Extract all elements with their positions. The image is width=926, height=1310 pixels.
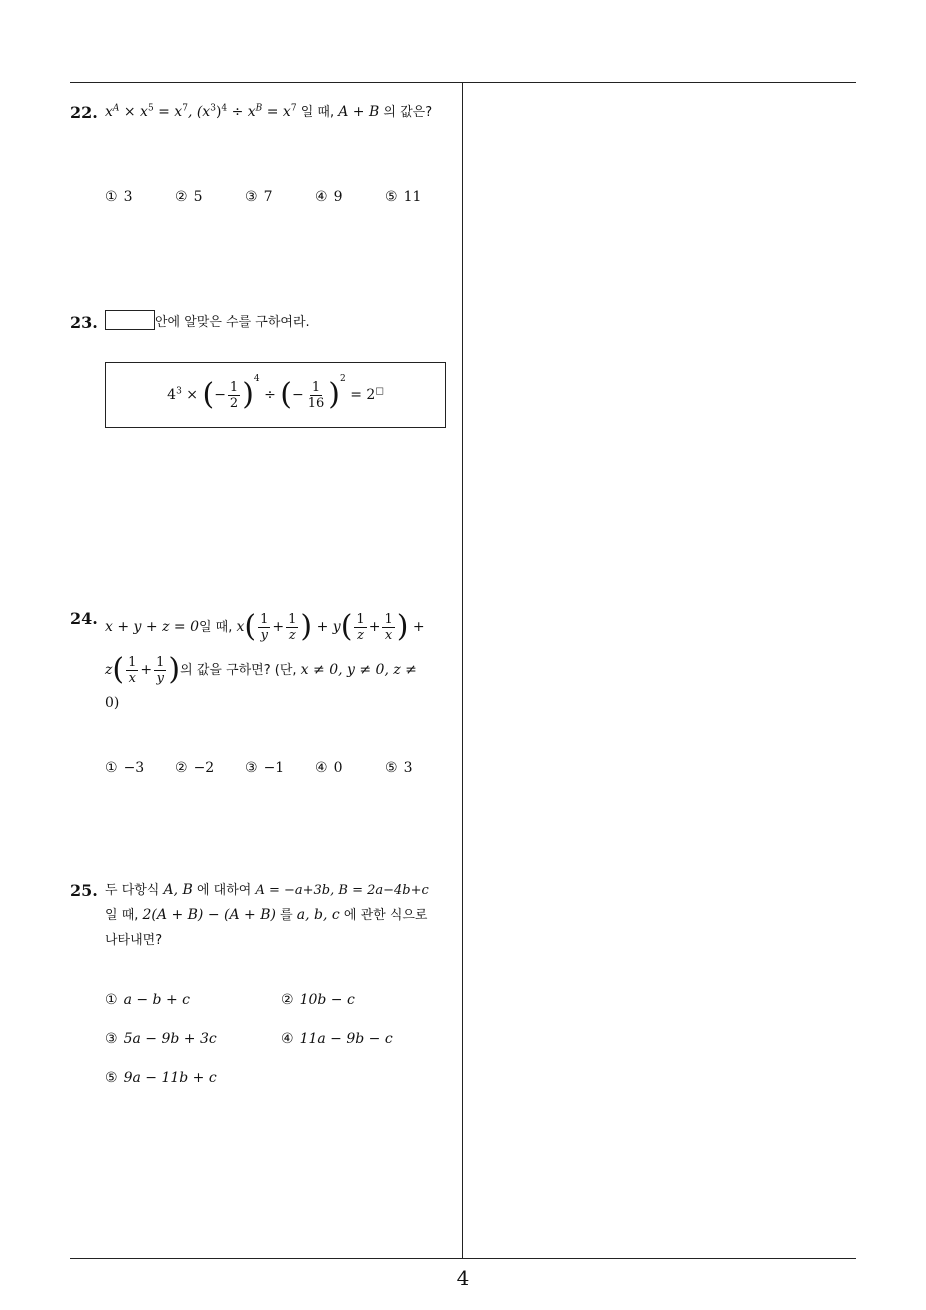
problem-25 <box>70 878 458 1086</box>
problem-22 <box>70 100 458 205</box>
fraction: $\frac{1}{2}$ <box>229 379 239 411</box>
choice-5[interactable]: ⑤ 11 <box>385 189 422 205</box>
fraction: $\frac{1}{x}$ <box>384 611 393 643</box>
fraction: $\frac{1}{16}$ <box>307 379 325 411</box>
equation-box <box>105 362 446 428</box>
fraction: $\frac{1}{x}$ <box>128 654 137 686</box>
bottom-rule <box>70 1258 856 1259</box>
problem-24 <box>70 606 458 776</box>
choice-5[interactable]: ⑤ 3 <box>385 760 413 776</box>
problem-text: x + y + z = 0일 때, x( $\frac{1}{y}$ + $\frac{1}{z}$ ) + y( $\frac{1}{z}$ + $\frac{1}{x}$ ) + z( $\frac{1}{x}$ + $\frac{1}{y}$ )의 값을 구하면? (단, x ≠ 0, y ≠ 0, z ≠ 0) <box>105 609 425 711</box>
problem-23 <box>70 310 458 450</box>
answer-choices <box>105 756 445 781</box>
choice-1[interactable]: ① −3 <box>105 760 145 776</box>
choice-2[interactable]: ② 5 <box>175 189 203 205</box>
choice-4[interactable]: ④ 11a − 9b − c <box>281 1031 393 1047</box>
choice-5[interactable]: ⑤ 9a − 11b + c <box>105 1070 217 1086</box>
choice-3[interactable]: ③ 7 <box>245 189 273 205</box>
problem-text: $x^A \times x^5 = x^7$, $(x^3)^4 \div x^B = x^7$ 일 때, A + B 의 값은? <box>105 103 433 120</box>
problem-text: 두 다항식 A, B 에 대하여 A = −a+3b, B = 2a−4b+c 일 때, 2(A + B) − (A + B) 를 a, b, c 에 관한 식으로 나타내면? <box>105 882 429 948</box>
choice-2[interactable]: ② 10b − c <box>281 992 355 1008</box>
page-number: 4 <box>456 1266 470 1290</box>
problem-number: 23. <box>70 313 98 332</box>
problem-number: 24. <box>70 609 98 628</box>
answer-blank-box <box>105 310 155 330</box>
choice-3[interactable]: ③ −1 <box>245 760 285 776</box>
choice-3[interactable]: ③ 5a − 9b + 3c <box>105 1031 217 1047</box>
column-divider <box>462 82 463 1258</box>
problem-number: 22. <box>70 103 98 122</box>
fraction: $\frac{1}{z}$ <box>356 611 365 643</box>
answer-choices <box>105 185 445 210</box>
problem-text: 안에 알맞은 수를 구하여라. <box>105 310 458 335</box>
equation: $4^3$ × (− $\frac{1}{2}$ )$^4$ ÷ (− $\frac{1}{16}$ )$^2$ = 2□ <box>167 374 384 413</box>
fraction: $\frac{1}{y}$ <box>156 654 165 686</box>
choice-2[interactable]: ② −2 <box>175 760 215 776</box>
choice-4[interactable]: ④ 0 <box>315 760 343 776</box>
top-rule <box>70 82 856 83</box>
problem-number: 25. <box>70 881 98 900</box>
fraction: $\frac{1}{y}$ <box>260 611 269 643</box>
choice-4[interactable]: ④ 9 <box>315 189 343 205</box>
fraction: $\frac{1}{z}$ <box>288 611 297 643</box>
choice-1[interactable]: ① a − b + c <box>105 992 190 1008</box>
choice-1[interactable]: ① 3 <box>105 189 133 205</box>
